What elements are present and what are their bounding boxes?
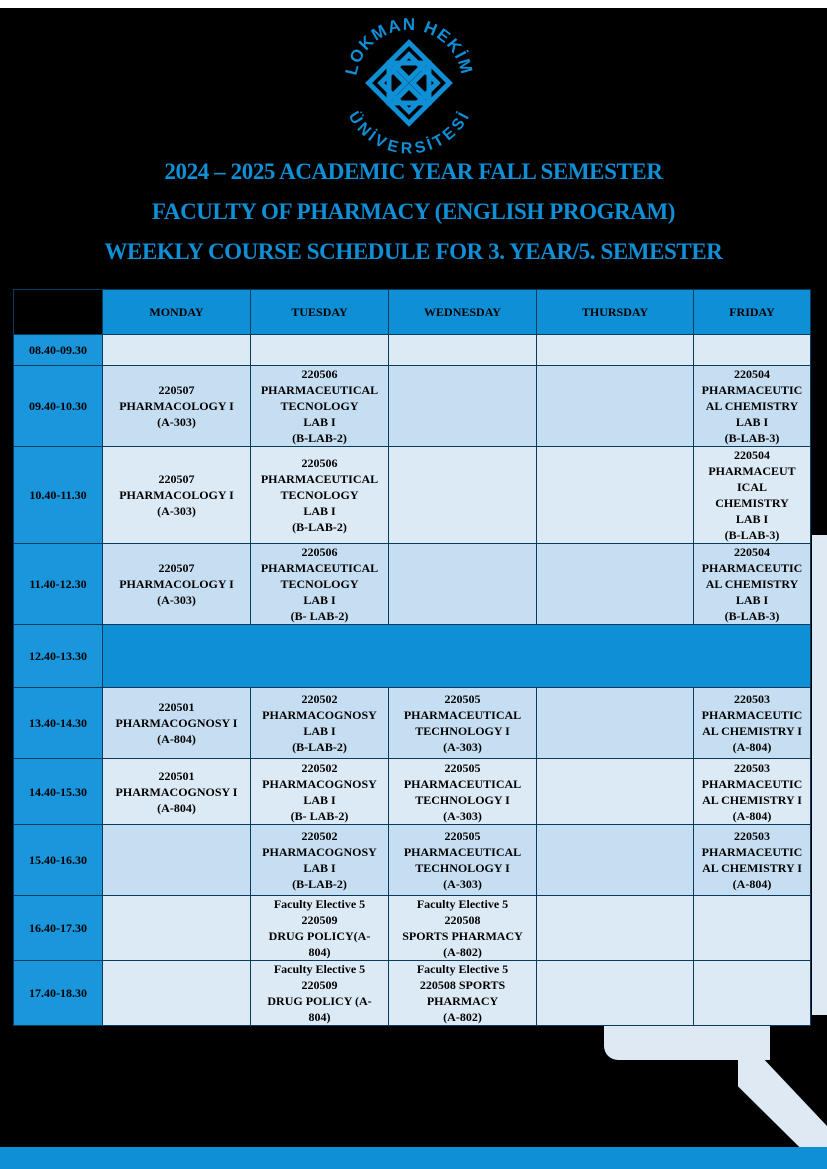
decor-shape [812, 535, 827, 1015]
course-text-line: LAB I [303, 724, 336, 738]
day-friday: FRIDAY [694, 290, 811, 335]
course-text-line: 220507 [158, 472, 195, 486]
course-text-line: PHARMACEUTICAL [260, 561, 379, 575]
course-text-line: AL CHEMISTRY I [702, 861, 802, 875]
table-row [14, 447, 811, 544]
title-year: 2024 – 2025 ACADEMIC YEAR FALL SEMESTER [164, 159, 663, 184]
course-text-line: 220504 [734, 545, 770, 559]
course-text-line: (A-804) [157, 732, 196, 746]
course-text-line: AL CHEMISTRY I [702, 724, 802, 738]
course-text-line: PHARMACEUTICAL [403, 708, 522, 722]
course-text-line: (A-804) [157, 800, 196, 815]
logo-emblem [369, 43, 450, 124]
cell-mon [103, 896, 251, 961]
schedule-titles [0, 152, 827, 272]
cell-tue [251, 366, 389, 447]
course-text-line: (A-804) [732, 808, 772, 823]
cell-wed [389, 366, 537, 447]
table-row [14, 366, 811, 447]
cell-tue [251, 335, 389, 366]
cell-tue [251, 447, 389, 544]
course-text-line: SPORTS PHARMACY [402, 929, 523, 943]
cell-wed [389, 688, 537, 759]
course-text-line: LAB I [735, 512, 769, 526]
day-thursday: THURSDAY [537, 290, 694, 335]
course-text-line: Faculty Elective 5 [273, 962, 366, 976]
course-text-line: (A-303) [443, 808, 482, 823]
course-text-line: AL CHEMISTRY [705, 577, 799, 591]
course-text-line: 804) [308, 945, 331, 959]
course-text-line: AL CHEMISTRY [705, 399, 799, 413]
course-text-line: Faculty Elective 5 [416, 962, 509, 976]
course-text-line: PHARMACOLOGY I [119, 399, 234, 413]
course-text-line: 220503 [734, 692, 770, 706]
course-text-line: LAB I [303, 504, 336, 518]
cell-mon [103, 759, 251, 825]
cell-tue [251, 961, 389, 1026]
time-slot: 09.40-10.30 [14, 366, 103, 447]
course-text-line: 220509 [301, 978, 338, 992]
cell-wed [389, 544, 537, 625]
course-text-line: 220502 [301, 829, 338, 843]
svg-text:ÜNİVERSİTESİ [345, 108, 474, 158]
course-text-line: 804) [308, 1010, 331, 1024]
table-row [14, 335, 811, 366]
course-text-line: Faculty Elective 5 [416, 897, 509, 911]
course-text-line: 220503 [734, 760, 770, 775]
table-row [14, 625, 811, 688]
course-text-line: (B-LAB-3) [724, 431, 780, 445]
course-text-line: 220505 [444, 692, 481, 706]
course-text-line: PHARMACOGNOSY [262, 708, 377, 722]
course-text-line: 220501 [158, 700, 195, 714]
cell-thu [537, 544, 694, 625]
course-text-line: (B-LAB-2) [292, 877, 347, 891]
course-text-line: ICAL [736, 480, 767, 494]
course-text-line: PHARMACOLOGY I [119, 577, 234, 591]
course-text-line: PHARMACOGNOSY [262, 776, 377, 791]
cell-mon [103, 544, 251, 625]
cell-tue [251, 688, 389, 759]
course-text-line: Faculty Elective 5 [273, 897, 366, 911]
course-text-line: TECNOLOGY [280, 488, 359, 502]
cell-fri [694, 366, 811, 447]
table-row [14, 688, 811, 759]
university-logo [334, 8, 484, 158]
course-text-line: (B-LAB-2) [292, 431, 347, 445]
course-text-line: 220502 [301, 760, 338, 775]
course-text-line: TECNOLOGY [280, 399, 359, 413]
course-text-line: 220501 [158, 768, 195, 783]
cell-fri [694, 825, 811, 896]
course-text-line: TECHNOLOGY I [415, 792, 510, 807]
header-corner [14, 290, 103, 335]
course-text-line: (A-804) [732, 740, 772, 754]
cell-thu [537, 366, 694, 447]
time-slot: 08.40-09.30 [14, 335, 103, 366]
course-text-line: 220506 [301, 456, 338, 470]
cell-wed [389, 759, 537, 825]
lunch-break-cell [103, 625, 811, 688]
cell-fri [694, 447, 811, 544]
cell-wed [389, 447, 537, 544]
course-text-line: (A-303) [157, 593, 196, 607]
time-slot: 13.40-14.30 [14, 688, 103, 759]
cell-mon [103, 335, 251, 366]
course-text-line: 220503 [734, 829, 770, 843]
course-text-line: LAB I [735, 593, 769, 607]
course-text-line: AL CHEMISTRY I [702, 792, 802, 807]
course-text-line: (A-303) [443, 740, 482, 754]
course-text-line: 220502 [301, 692, 338, 706]
title-schedule: WEEKLY COURSE SCHEDULE FOR 3. YEAR/5. SEMESTER [104, 239, 723, 264]
course-text-line: PHARMACOLOGY I [119, 488, 234, 502]
course-text-line: (B- LAB-2) [290, 609, 349, 623]
course-text-line: 220504 [734, 367, 770, 381]
day-monday: MONDAY [103, 290, 251, 335]
cell-mon [103, 825, 251, 896]
time-slot: 12.40-13.30 [14, 625, 103, 688]
time-slot: 16.40-17.30 [14, 896, 103, 961]
cell-mon [103, 961, 251, 1026]
course-text-line: 220506 [301, 367, 338, 381]
course-text-line: 220507 [158, 561, 195, 575]
course-text-line: TECHNOLOGY I [415, 724, 510, 738]
time-slot: 10.40-11.30 [14, 447, 103, 544]
title-faculty: FACULTY OF PHARMACY (ENGLISH PROGRAM) [151, 199, 676, 224]
course-text-line: DRUG POLICY (A- [267, 994, 372, 1008]
time-slot: 17.40-18.30 [14, 961, 103, 1026]
course-text-line: LAB I [303, 861, 336, 875]
cell-thu [537, 961, 694, 1026]
course-text-line: PHARMACEUTIC [701, 708, 803, 722]
course-text-line: 220507 [158, 383, 195, 397]
course-text-line: (B-LAB-2) [292, 520, 347, 534]
course-text-line: (A-303) [443, 877, 482, 891]
cell-fri [694, 896, 811, 961]
course-text-line: PHARMACEUTICAL [403, 776, 522, 791]
course-text-line: (B- LAB-2) [290, 808, 349, 823]
cell-fri [694, 961, 811, 1026]
cell-thu [537, 688, 694, 759]
cell-thu [537, 759, 694, 825]
course-text-line: 220504 [734, 448, 770, 462]
cell-thu [537, 825, 694, 896]
course-text-line: (A-804) [732, 877, 772, 891]
cell-wed [389, 335, 537, 366]
course-text-line: (A-303) [157, 504, 196, 518]
course-text-line: TECNOLOGY [280, 577, 359, 591]
cell-tue [251, 825, 389, 896]
course-text-line: (A-802) [443, 1010, 482, 1024]
course-text-line: 220508 [444, 913, 481, 927]
top-border [0, 0, 827, 8]
course-text-line: 220505 [444, 760, 481, 775]
course-text-line: PHARMACEUTIC [701, 845, 803, 859]
course-text-line: PHARMACEUTICAL [403, 845, 522, 859]
course-text-line: LAB I [303, 593, 336, 607]
course-text-line: 220509 [301, 913, 338, 927]
cell-mon [103, 366, 251, 447]
course-text-line: DRUG POLICY(A- [268, 929, 371, 943]
course-text-line: (B-LAB-2) [292, 740, 347, 754]
course-text-line: TECHNOLOGY I [415, 861, 510, 875]
cell-fri [694, 335, 811, 366]
cell-mon [103, 688, 251, 759]
table-row [14, 759, 811, 825]
course-text-line: (B-LAB-3) [724, 528, 780, 542]
cell-tue [251, 896, 389, 961]
time-slot: 11.40-12.30 [14, 544, 103, 625]
decor-shape [604, 1022, 770, 1060]
course-text-line: LAB I [303, 792, 336, 807]
course-text-line: LAB I [735, 415, 769, 429]
course-text-line: PHARMACY [426, 994, 499, 1008]
decor-shape [738, 1060, 827, 1148]
cell-wed [389, 961, 537, 1026]
header-row [14, 290, 811, 335]
cell-wed [389, 896, 537, 961]
bottom-bar [0, 1147, 827, 1169]
course-text-line: LAB I [303, 415, 336, 429]
cell-mon [103, 447, 251, 544]
cell-wed [389, 825, 537, 896]
cell-fri [694, 688, 811, 759]
table-row [14, 896, 811, 961]
cell-tue [251, 759, 389, 825]
course-text-line: PHARMACOGNOSY I [115, 784, 238, 799]
time-slot: 15.40-16.30 [14, 825, 103, 896]
table-row [14, 961, 811, 1026]
cell-fri [694, 759, 811, 825]
course-text-line: PHARMACOGNOSY I [115, 716, 238, 730]
course-text-line: (A-802) [443, 945, 482, 959]
course-text-line: 220506 [301, 545, 338, 559]
day-wednesday: WEDNESDAY [389, 290, 537, 335]
cell-tue [251, 544, 389, 625]
course-text-line: PHARMACEUT [708, 464, 796, 478]
cell-thu [537, 335, 694, 366]
cell-thu [537, 896, 694, 961]
cell-thu [537, 447, 694, 544]
table-row [14, 544, 811, 625]
table-row [14, 825, 811, 896]
course-text-line: CHEMISTRY [715, 496, 789, 510]
cell-fri [694, 544, 811, 625]
logo-arc-top: LOKMAN HEKİM [341, 14, 477, 78]
course-text-line: (B-LAB-3) [724, 609, 780, 623]
course-text-line: PHARMACEUTICAL [260, 383, 379, 397]
day-tuesday: TUESDAY [251, 290, 389, 335]
course-text-line: PHARMACEUTIC [701, 383, 803, 397]
course-text-line: 220508 SPORTS [419, 978, 506, 992]
schedule-table [13, 289, 811, 1026]
course-text-line: PHARMACOGNOSY [262, 845, 377, 859]
course-text-line: PHARMACEUTIC [701, 776, 803, 791]
course-text-line: 220505 [444, 829, 481, 843]
course-text-line: (A-303) [157, 415, 196, 429]
logo-arc-bottom: ÜNİVERSİTESİ [344, 108, 474, 158]
time-slot: 14.40-15.30 [14, 759, 103, 825]
course-text-line: PHARMACEUTIC [701, 561, 803, 575]
course-text-line: PHARMACEUTICAL [260, 472, 379, 486]
